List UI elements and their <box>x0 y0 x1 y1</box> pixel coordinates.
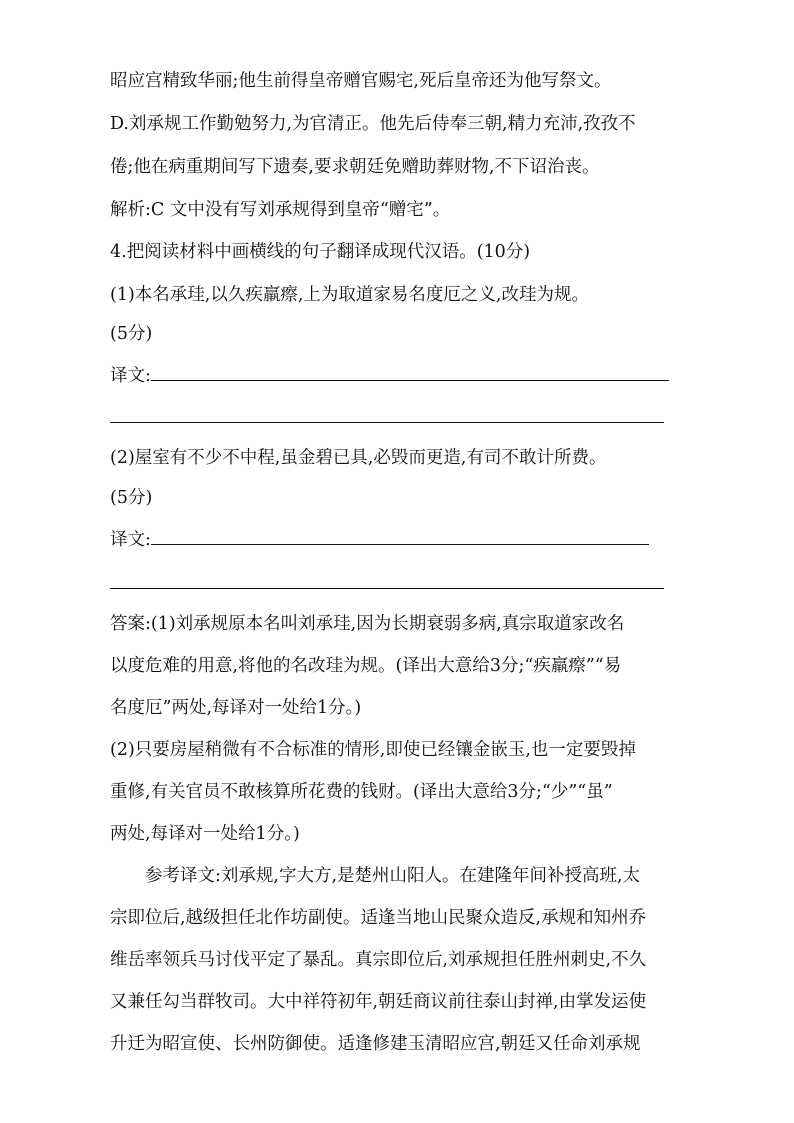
answer-line: 重修,有关官员不敢核算所花费的钱财。(译出大意给3分;“少”“虽” <box>110 782 613 802</box>
score-note: (5分) <box>110 324 153 344</box>
sentence-2: (2)屋室有不少不中程,虽金碧已具,必毁而更造,有司不敢计所费。 <box>110 448 607 468</box>
reference-translation-line: 升迁为昭宣使、长州防御使。适逢修建玉清昭应宫,朝廷又任命刘承规 <box>110 1034 641 1054</box>
answer-line: (2)只要房屋稍微有不合标准的情形,即使已经镶金嵌玉,也一定要毁掉 <box>110 740 636 760</box>
score-note: (5分) <box>110 488 153 508</box>
reference-translation-line: 维岳率领兵马讨伐平定了暴乱。真宗即位后,刘承规担任胜州刺史,不久 <box>110 950 647 970</box>
translation-label: 译文: <box>110 366 151 386</box>
answer-rule[interactable] <box>110 422 664 423</box>
reference-translation-line: 宗即位后,越级担任北作坊副使。适逢当地山民聚众造反,承规和知州乔 <box>110 908 647 928</box>
text-line: 倦;他在病重期间写下遗奏,要求朝廷免赠助葬财物,不下诏治丧。 <box>110 157 600 177</box>
reference-translation-line: 参考译文:刘承规,字大方,是楚州山阳人。在建隆年间补授高班,太 <box>145 866 641 886</box>
translation-2-blank[interactable] <box>151 528 649 545</box>
translation-label: 译文: <box>110 530 151 550</box>
answer-line: 名度厄”两处,每译对一处给1分。) <box>110 698 362 718</box>
answer-line: 以度危难的用意,将他的名改珪为规。(译出大意给3分;“疾羸瘵”“易 <box>110 656 622 676</box>
text-line: 昭应宫精致华丽;他生前得皇帝赠官赐宅,死后皇帝还为他写祭文。 <box>110 71 612 91</box>
answer-line: 答案:(1)刘承规原本名叫刘承珪,因为长期衰弱多病,真宗取道家改名 <box>110 614 625 634</box>
option-d-line: D.刘承规工作勤勉努力,为官清正。他先后侍奉三朝,精力充沛,孜孜不 <box>110 114 636 134</box>
question-4-title: 4.把阅读材料中画横线的句子翻译成现代汉语。(10分) <box>110 242 531 262</box>
translation-1-blank[interactable] <box>151 364 669 381</box>
sentence-1: (1)本名承珪,以久疾羸瘵,上为取道家易名度厄之义,改珪为规。 <box>110 285 589 305</box>
translation-2-row <box>110 528 690 552</box>
answer-line: 两处,每译对一处给1分。) <box>110 824 300 844</box>
translation-1-row <box>110 364 690 388</box>
reference-translation-line: 又兼任勾当群牧司。大中祥符初年,朝廷商议前往泰山封禅,由掌发运使 <box>110 992 647 1012</box>
answer-rule[interactable] <box>110 588 664 589</box>
analysis-line: 解析:C 文中没有写刘承规得到皇帝“赠宅”。 <box>110 200 451 220</box>
